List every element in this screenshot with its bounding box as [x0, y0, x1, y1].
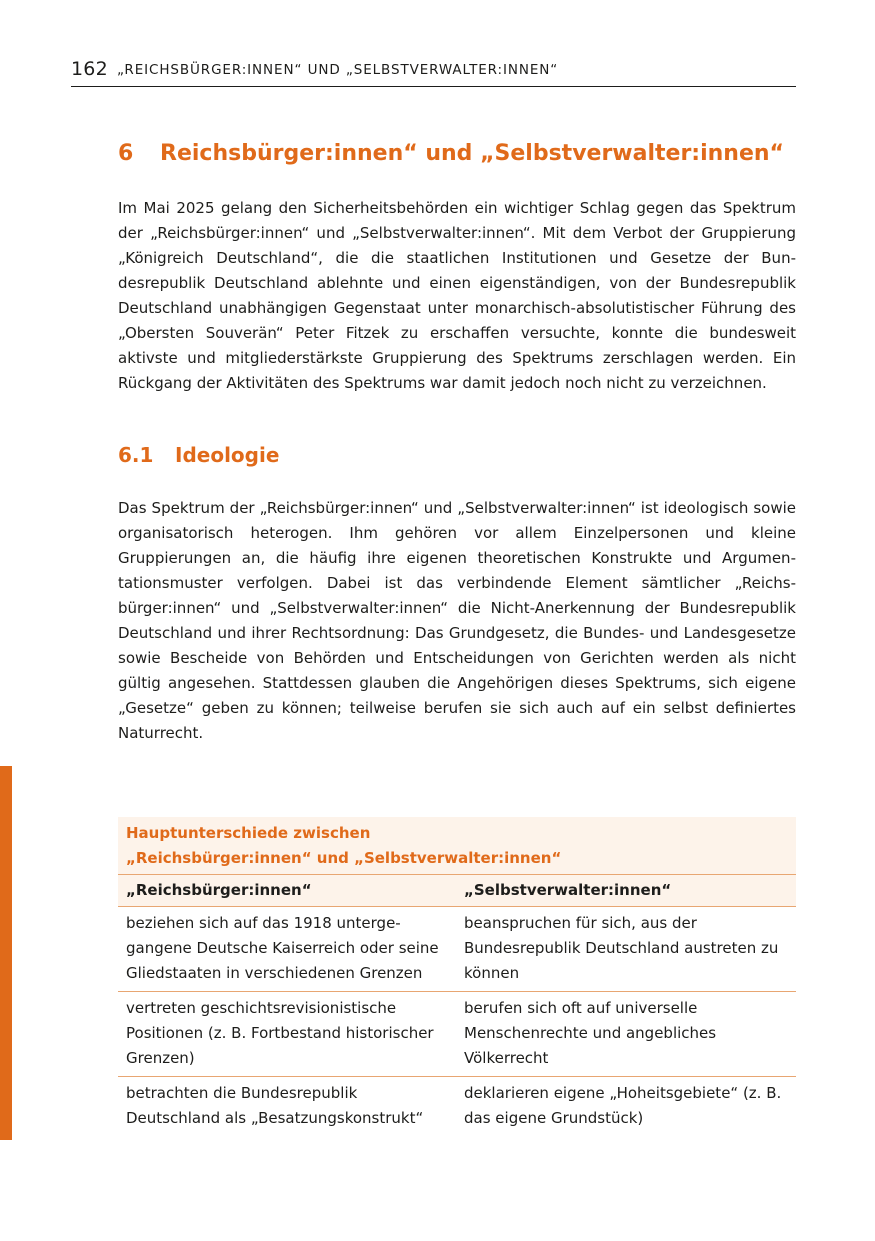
table-cell: berufen sich oft auf universelle Menschenrechte und angebliches Völkerrecht [456, 992, 796, 1077]
running-title: „REICHSBÜRGER:INNEN“ UND „SELBSTVERWALTER:INNEN“ [117, 62, 559, 78]
info-box-title [118, 817, 796, 874]
margin-accent-bar [0, 766, 12, 1140]
page-number: 162 [71, 58, 108, 80]
info-box [118, 817, 796, 1136]
table-cell: vertreten geschichtsrevisionistische Positionen (z. B. Fortbestand historischer Grenzen) [118, 992, 456, 1077]
comparison-table [118, 874, 796, 1136]
chapter-title-text: Reichsbürger:innen“ und „Selbstverwalter:innen“ [160, 141, 785, 166]
table-header-row [118, 875, 796, 907]
ideology-paragraph: Das Spektrum der „Reichsbürger:innen“ und „Selbstverwalter:innen“ ist ideologisch sowie organisatorisch heterogen. Ihm gehören vor allem Einzelpersonen und kleine Gruppierungen an, die häufig ihre eigenen theoretischen Konstrukte und Argumentationsmuster verfolgen. Dabei ist das verbindende Element sämtlicher „Reichsbürger:innen“ und „Selbstverwalter:innen“ die Nicht-Anerkennung der Bundesrepublik Deutschland und ihrer Rechtsordnung: Das Grundgesetz, die Bundes- und Landesgesetze sowie Bescheide von Behörden und Entscheidungen von Gerichten werden als nicht gültig angesehen. Stattdessen glauben die Angehörigen dieses Spektrums, sich eigene „Gesetze“ geben zu können; teilweise berufen sie sich auch auf ein selbst definiertes Naturrecht. [118, 499, 796, 742]
column-header-selbstverwalter: „Selbstverwalter:innen“ [456, 875, 796, 907]
table-row [118, 907, 796, 992]
table-cell: deklarieren eigene „Hoheitsgebiete“ (z. B. das eigene Grundstück) [464, 1084, 782, 1127]
section-number: 6.1 [118, 443, 154, 467]
table-cell: beziehen sich auf das 1918 untergegangene Deutsche Kaiserreich oder seine Gliedstaaten in verschiedenen Grenzen [118, 907, 456, 992]
table-cell: beanspruchen für sich, aus der Bundesrepublik Deutschland austreten zu können [456, 907, 796, 992]
table-cell: betrachten die Bundesrepublik Deutschland als „Besatzungskonstrukt“ [126, 1084, 424, 1127]
section-title [118, 443, 279, 467]
table-row [118, 992, 796, 1077]
chapter-title [118, 141, 784, 166]
column-header-reichsbuerger: „Reichsbürger:innen“ [118, 875, 456, 907]
table-row [118, 1077, 796, 1137]
running-head [71, 56, 796, 87]
info-box-title-line-2: „Reichsbürger:innen“ und „Selbstverwalter:innen“ [126, 849, 562, 867]
chapter-number: 6 [118, 141, 134, 166]
section-title-text: Ideologie [175, 443, 280, 467]
info-box-title-line-1: Hauptunterschiede zwischen [126, 824, 371, 842]
intro-paragraph: Im Mai 2025 gelang den Sicherheitsbehörden ein wichtiger Schlag gegen das Spektrum der „Reichsbürger:innen“ und „Selbstverwalter:innen“. Mit dem Verbot der Gruppierung „Königreich Deutschland“, die die staatlichen Institutionen und Gesetze der Bundesrepublik Deutschland ablehnte und einen eigenständigen, von der Bundesrepublik Deutschland unabhängigen Gegenstaat unter monarchisch-absolutistischer Führung des „Obersten Souverän“ Peter Fitzek zu erschaffen versuchte, konnte die bundesweit aktivste und mitgliederstärkste Gruppierung des Spektrums zerschlagen werden. Ein Rückgang der Aktivitäten des Spektrums war damit jedoch noch nicht zu verzeichnen. [118, 199, 796, 392]
